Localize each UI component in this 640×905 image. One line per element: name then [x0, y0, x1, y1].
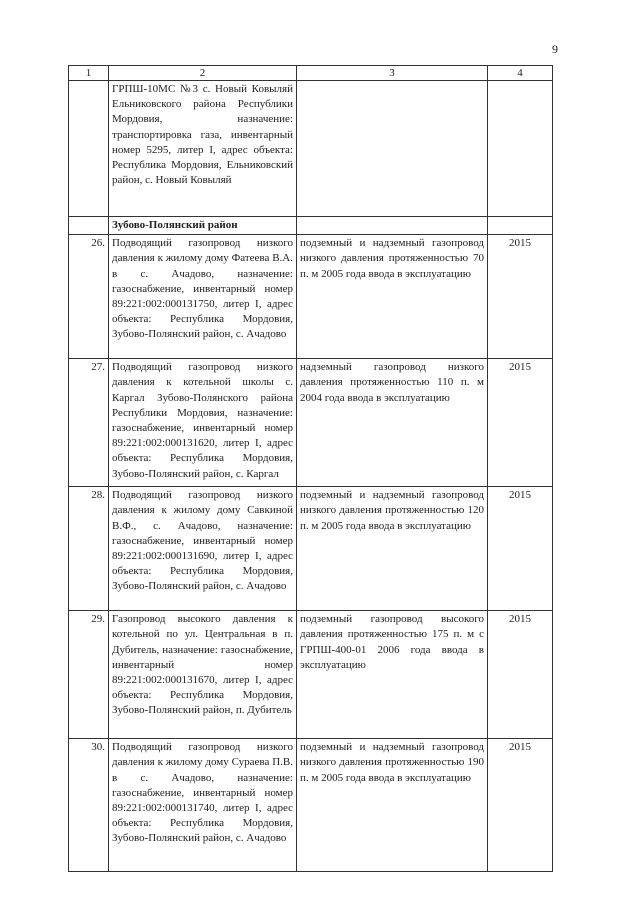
object-description: надземный газопровод низкого давления протяженностью 110 п. м 2004 года ввода в эксплуатацию — [297, 359, 488, 487]
header-col-2: 2 — [109, 66, 297, 81]
object-name: Подводящий газопровод низкого давления к жилому дому Сураева П.В. в с. Ачадово, назначение: газоснабжение, инвентарный номер 89:221:002:000131740, литер I, адрес объекта: Республика Мордовия, Зубово-Полянский район, с. Ачадово — [109, 739, 297, 872]
object-description: подземный и надземный газопровод низкого давления протяженностью 190 п. м 2005 года ввода в эксплуатацию — [297, 739, 488, 872]
row-number: 27. — [69, 359, 109, 487]
table-row — [69, 235, 553, 359]
table-row — [69, 611, 553, 739]
object-name: Подводящий газопровод низкого давления к котельной школы с. Каргал Зубово-Полянского района Республики Мордовия, назначение: газоснабжение, инвентарный номер 89:221:002:000131620, литер I, адрес объекта: Республика Мордовия, Зубово-Полянский район, с. Каргал — [109, 359, 297, 487]
object-year: 2015 — [488, 487, 553, 611]
row-number: 29. — [69, 611, 109, 739]
object-year: 2015 — [488, 235, 553, 359]
property-table — [68, 65, 553, 872]
table-row — [69, 359, 553, 487]
object-description: подземный и надземный газопровод низкого давления протяженностью 120 п. м 2005 года ввода в эксплуатацию — [297, 487, 488, 611]
header-col-4: 4 — [488, 66, 553, 81]
object-year: 2015 — [488, 739, 553, 872]
object-description: подземный и надземный газопровод низкого давления протяженностью 70 п. м 2005 года ввода в эксплуатацию — [297, 235, 488, 359]
object-year — [488, 81, 553, 217]
section-row — [69, 217, 553, 235]
row-number — [69, 81, 109, 217]
object-year: 2015 — [488, 359, 553, 487]
row-number: 26. — [69, 235, 109, 359]
table-row — [69, 487, 553, 611]
table-row — [69, 739, 553, 872]
object-name: ГРПШ-10МС №3 с. Новый Ковыляй Ельниковского района Республики Мордовия, назначение: транспортировка газа, инвентарный номер 5295, литер I, адрес объекта: Республика Мордовия, Ельниковский район, с. Новый Ковыляй — [109, 81, 297, 217]
object-year: 2015 — [488, 611, 553, 739]
table-row-continued — [69, 81, 553, 217]
header-col-3: 3 — [297, 66, 488, 81]
row-number: 30. — [69, 739, 109, 872]
page-number: 9 — [552, 42, 558, 56]
object-name: Газопровод высокого давления к котельной по ул. Центральная в п. Дубитель, назначение: газоснабжение, инвентарный номер 89:221:002:000131670, литер I, адрес объекта: Республика Мордовия, Зубово-Полянский район, п. Дубитель — [109, 611, 297, 739]
section-title: Зубово-Полянский район — [109, 217, 297, 235]
header-col-1: 1 — [69, 66, 109, 81]
object-name: Подводящий газопровод низкого давления к жилому дому Савкиной В.Ф., с. Ачадово, назначение: газоснабжение, инвентарный номер 89:221:002:000131690, литер I, адрес объекта: Республика Мордовия, Зубово-Полянский район, с. Ачадово — [109, 487, 297, 611]
object-name: Подводящий газопровод низкого давления к жилому дому Фатеева В.А. в с. Ачадово, назначение: газоснабжение, инвентарный номер 89:221:002:000131750, литер I, адрес объекта: Республика Мордовия, Зубово-Полянский район, с. Ачадово — [109, 235, 297, 359]
object-description — [297, 81, 488, 217]
object-description: подземный газопровод высокого давления протяженностью 175 п. м с ГРПШ-400-01 2006 года ввода в эксплуатацию — [297, 611, 488, 739]
table-header-row — [69, 66, 553, 81]
row-number: 28. — [69, 487, 109, 611]
